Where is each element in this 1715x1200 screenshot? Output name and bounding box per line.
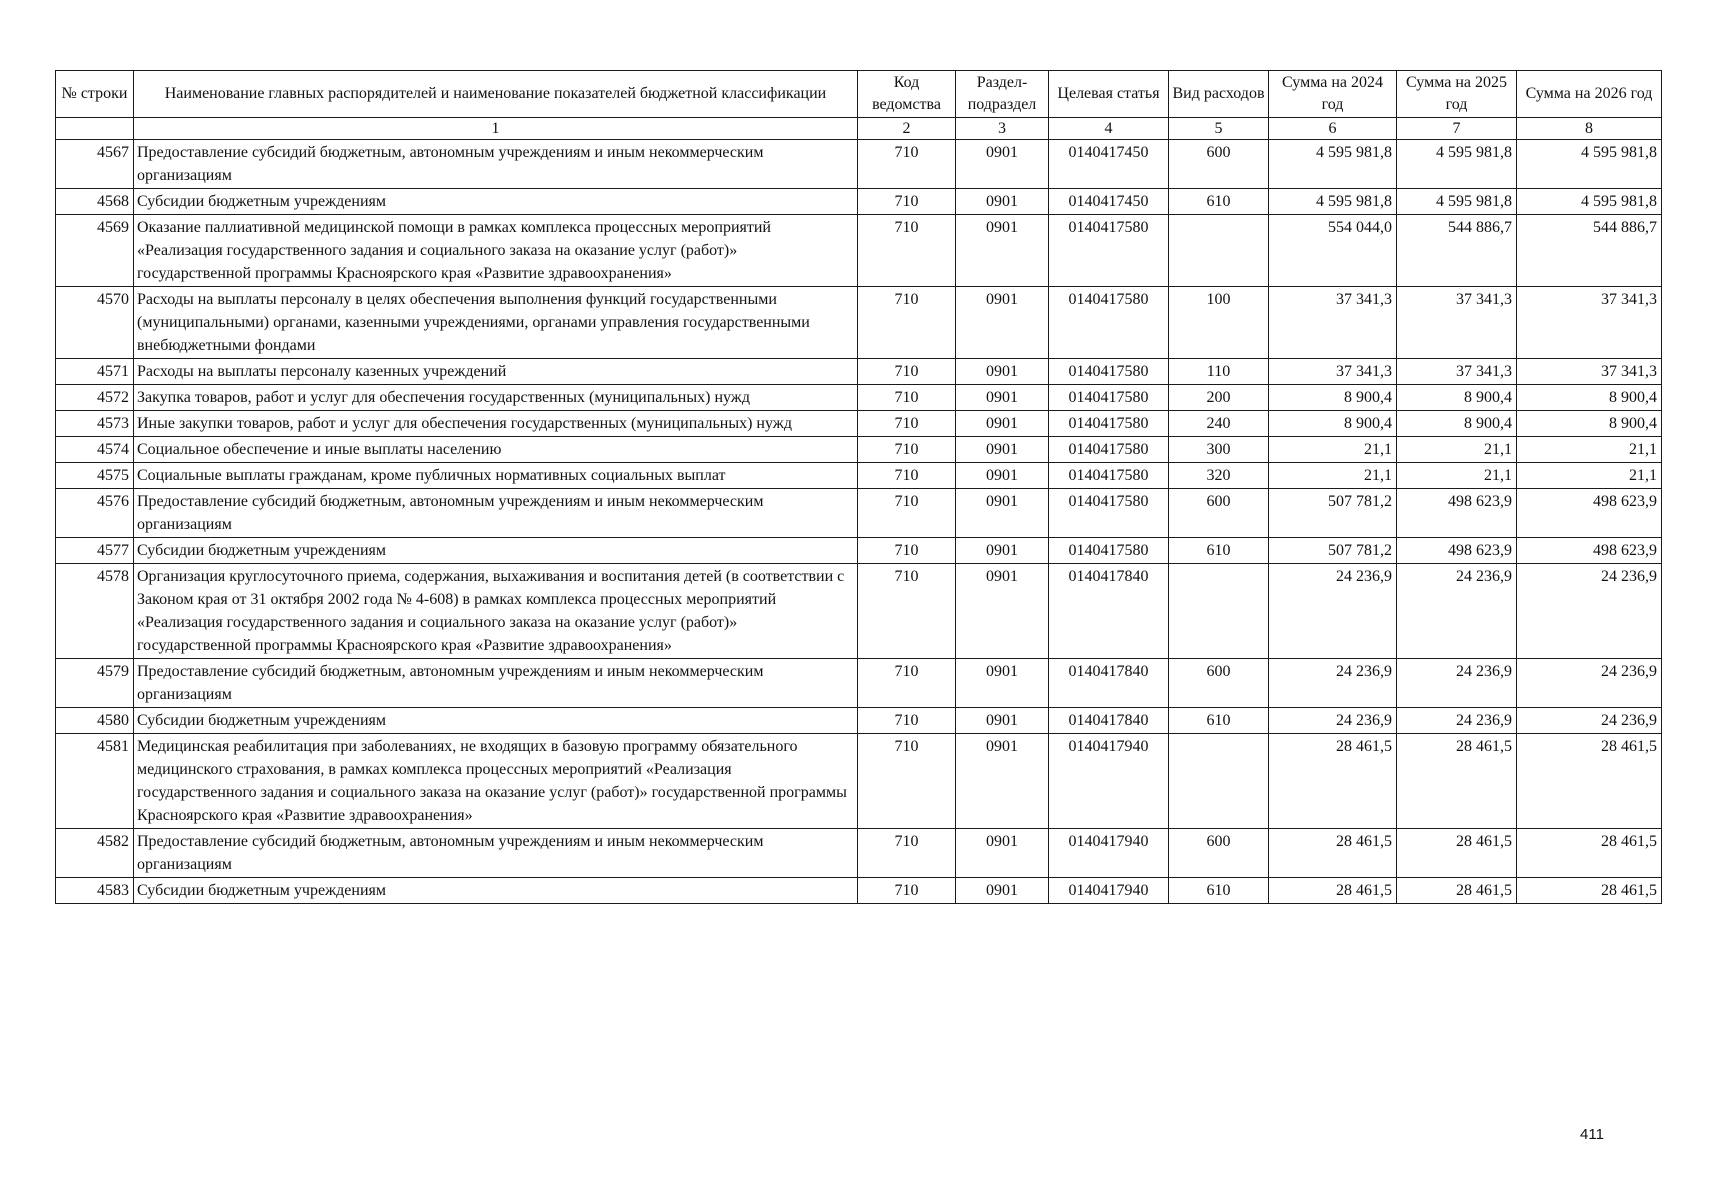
expense-type: 110 (1169, 359, 1269, 385)
section-code: 0901 (956, 463, 1049, 489)
sum-2024: 24 236,9 (1269, 564, 1397, 659)
sum-2025: 498 623,9 (1397, 538, 1517, 564)
target-article: 0140417580 (1049, 463, 1169, 489)
expense-type: 100 (1169, 287, 1269, 359)
expense-type: 610 (1169, 189, 1269, 215)
sum-2026: 8 900,4 (1517, 411, 1662, 437)
target-article: 0140417580 (1049, 359, 1169, 385)
row-number: 4576 (56, 489, 134, 538)
expense-type: 610 (1169, 538, 1269, 564)
sum-2026: 498 623,9 (1517, 538, 1662, 564)
header-sum-2024: Сумма на 2024 год (1269, 71, 1397, 118)
row-number: 4574 (56, 437, 134, 463)
sum-2024: 21,1 (1269, 437, 1397, 463)
department-code: 710 (858, 385, 956, 411)
section-code: 0901 (956, 215, 1049, 287)
sum-2025: 8 900,4 (1397, 385, 1517, 411)
department-code: 710 (858, 463, 956, 489)
department-code: 710 (858, 215, 956, 287)
header-expense-type: Вид расходов (1169, 71, 1269, 118)
sum-2024: 37 341,3 (1269, 287, 1397, 359)
row-name: Расходы на выплаты персоналу казенных учреждений (134, 359, 858, 385)
sum-2026: 37 341,3 (1517, 287, 1662, 359)
row-number: 4579 (56, 659, 134, 708)
department-code: 710 (858, 411, 956, 437)
row-name: Медицинская реабилитация при заболеваниях, не входящих в базовую программу обязательного медицинского страхования, в рамках комплекса процессных мероприятий «Реализация государственного задания и социального заказа на оказание услуг (работ)» государственной программы Красноярского края «Развитие здравоохранения» (134, 734, 858, 829)
department-code: 710 (858, 489, 956, 538)
table-row (56, 287, 1662, 359)
target-article: 0140417580 (1049, 538, 1169, 564)
row-name: Предоставление субсидий бюджетным, автономным учреждениям и иным некоммерческим организациям (134, 140, 858, 189)
expense-type: 200 (1169, 385, 1269, 411)
section-code: 0901 (956, 734, 1049, 829)
table-row (56, 538, 1662, 564)
expense-type: 600 (1169, 659, 1269, 708)
expense-type: 600 (1169, 140, 1269, 189)
sum-2024: 8 900,4 (1269, 411, 1397, 437)
table-row (56, 734, 1662, 829)
row-number: 4581 (56, 734, 134, 829)
sum-2025: 28 461,5 (1397, 878, 1517, 904)
row-number: 4575 (56, 463, 134, 489)
department-code: 710 (858, 708, 956, 734)
target-article: 0140417940 (1049, 734, 1169, 829)
table-row (56, 463, 1662, 489)
sum-2026: 24 236,9 (1517, 659, 1662, 708)
row-number: 4577 (56, 538, 134, 564)
target-article: 0140417840 (1049, 564, 1169, 659)
row-number: 4580 (56, 708, 134, 734)
target-article: 0140417580 (1049, 287, 1169, 359)
table-row (56, 437, 1662, 463)
sum-2025: 24 236,9 (1397, 708, 1517, 734)
sum-2025: 28 461,5 (1397, 829, 1517, 878)
department-code: 710 (858, 829, 956, 878)
expense-type: 240 (1169, 411, 1269, 437)
row-name: Закупка товаров, работ и услуг для обеспечения государственных (муниципальных) нужд (134, 385, 858, 411)
column-index: 7 (1397, 118, 1517, 140)
header-row (56, 71, 1662, 118)
department-code: 710 (858, 287, 956, 359)
sum-2025: 24 236,9 (1397, 564, 1517, 659)
sum-2025: 4 595 981,8 (1397, 140, 1517, 189)
column-index: 8 (1517, 118, 1662, 140)
section-code: 0901 (956, 287, 1049, 359)
target-article: 0140417580 (1049, 411, 1169, 437)
table-row (56, 359, 1662, 385)
target-article: 0140417840 (1049, 659, 1169, 708)
section-code: 0901 (956, 659, 1049, 708)
target-article: 0140417450 (1049, 140, 1169, 189)
header-department-code: Код ведомства (858, 71, 956, 118)
expense-type (1169, 215, 1269, 287)
expense-type: 600 (1169, 829, 1269, 878)
sum-2026: 24 236,9 (1517, 708, 1662, 734)
sum-2024: 8 900,4 (1269, 385, 1397, 411)
sum-2024: 507 781,2 (1269, 489, 1397, 538)
row-name: Иные закупки товаров, работ и услуг для обеспечения государственных (муниципальных) нужд (134, 411, 858, 437)
table-row (56, 878, 1662, 904)
department-code: 710 (858, 659, 956, 708)
department-code: 710 (858, 734, 956, 829)
section-code: 0901 (956, 359, 1049, 385)
column-index: 2 (858, 118, 956, 140)
column-index (56, 118, 134, 140)
sum-2026: 28 461,5 (1517, 829, 1662, 878)
section-code: 0901 (956, 411, 1049, 437)
section-code: 0901 (956, 489, 1049, 538)
expense-type: 610 (1169, 878, 1269, 904)
section-code: 0901 (956, 189, 1049, 215)
sum-2026: 21,1 (1517, 437, 1662, 463)
target-article: 0140417940 (1049, 878, 1169, 904)
section-code: 0901 (956, 878, 1049, 904)
sum-2024: 4 595 981,8 (1269, 189, 1397, 215)
expense-type: 610 (1169, 708, 1269, 734)
header-target-article: Целевая статья (1049, 71, 1169, 118)
row-name: Социальные выплаты гражданам, кроме публичных нормативных социальных выплат (134, 463, 858, 489)
target-article: 0140417580 (1049, 437, 1169, 463)
row-name: Субсидии бюджетным учреждениям (134, 708, 858, 734)
column-index: 1 (134, 118, 858, 140)
row-number: 4572 (56, 385, 134, 411)
table-row (56, 385, 1662, 411)
sum-2025: 21,1 (1397, 463, 1517, 489)
column-index: 3 (956, 118, 1049, 140)
table-row (56, 215, 1662, 287)
table-row (56, 189, 1662, 215)
target-article: 0140417840 (1049, 708, 1169, 734)
target-article: 0140417450 (1049, 189, 1169, 215)
sum-2024: 554 044,0 (1269, 215, 1397, 287)
sum-2025: 8 900,4 (1397, 411, 1517, 437)
page-number: 411 (1580, 1126, 1604, 1143)
department-code: 710 (858, 189, 956, 215)
section-code: 0901 (956, 829, 1049, 878)
budget-table (55, 70, 1662, 904)
target-article: 0140417580 (1049, 489, 1169, 538)
header-sum-2026: Сумма на 2026 год (1517, 71, 1662, 118)
table-row (56, 489, 1662, 538)
table-row (56, 564, 1662, 659)
row-name: Оказание паллиативной медицинской помощи в рамках комплекса процессных мероприятий «Реализация государственного задания и социального заказа на оказание услуг (работ)» государственной программы Красноярского края «Развитие здравоохранения» (134, 215, 858, 287)
table-row (56, 829, 1662, 878)
section-code: 0901 (956, 140, 1049, 189)
sum-2026: 8 900,4 (1517, 385, 1662, 411)
sum-2024: 4 595 981,8 (1269, 140, 1397, 189)
section-code: 0901 (956, 708, 1049, 734)
sum-2024: 24 236,9 (1269, 659, 1397, 708)
row-number: 4583 (56, 878, 134, 904)
sum-2026: 544 886,7 (1517, 215, 1662, 287)
column-index: 4 (1049, 118, 1169, 140)
sum-2024: 28 461,5 (1269, 878, 1397, 904)
sum-2026: 28 461,5 (1517, 734, 1662, 829)
sum-2024: 28 461,5 (1269, 829, 1397, 878)
section-code: 0901 (956, 437, 1049, 463)
column-index: 6 (1269, 118, 1397, 140)
sum-2025: 37 341,3 (1397, 359, 1517, 385)
expense-type (1169, 564, 1269, 659)
sum-2025: 37 341,3 (1397, 287, 1517, 359)
sum-2026: 498 623,9 (1517, 489, 1662, 538)
row-number: 4573 (56, 411, 134, 437)
section-code: 0901 (956, 385, 1049, 411)
table-row (56, 659, 1662, 708)
sum-2026: 4 595 981,8 (1517, 140, 1662, 189)
department-code: 710 (858, 140, 956, 189)
sum-2026: 28 461,5 (1517, 878, 1662, 904)
sum-2024: 37 341,3 (1269, 359, 1397, 385)
row-number: 4571 (56, 359, 134, 385)
expense-type: 600 (1169, 489, 1269, 538)
row-name: Субсидии бюджетным учреждениям (134, 878, 858, 904)
row-number: 4582 (56, 829, 134, 878)
row-name: Предоставление субсидий бюджетным, автономным учреждениям и иным некоммерческим организациям (134, 829, 858, 878)
column-index-row (56, 118, 1662, 140)
header-row-number: № строки (56, 71, 134, 118)
department-code: 710 (858, 359, 956, 385)
sum-2024: 24 236,9 (1269, 708, 1397, 734)
sum-2026: 37 341,3 (1517, 359, 1662, 385)
department-code: 710 (858, 878, 956, 904)
row-number: 4568 (56, 189, 134, 215)
row-name: Расходы на выплаты персоналу в целях обеспечения выполнения функций государственными (муниципальными) органами, казенными учреждениями, органами управления государственными внебюджетными фондами (134, 287, 858, 359)
table-row (56, 411, 1662, 437)
header-sum-2025: Сумма на 2025 год (1397, 71, 1517, 118)
department-code: 710 (858, 564, 956, 659)
sum-2025: 4 595 981,8 (1397, 189, 1517, 215)
section-code: 0901 (956, 564, 1049, 659)
row-name: Организация круглосуточного приема, содержания, выхаживания и воспитания детей (в соответствии с Законом края от 31 октября 2002 года № 4-608) в рамках комплекса процессных мероприятий «Реализация государственного задания и социального заказа на оказание услуг (работ)» государственной программы Красноярского края «Развитие здравоохранения» (134, 564, 858, 659)
department-code: 710 (858, 437, 956, 463)
table-row (56, 708, 1662, 734)
column-index: 5 (1169, 118, 1269, 140)
sum-2025: 498 623,9 (1397, 489, 1517, 538)
row-name: Предоставление субсидий бюджетным, автономным учреждениям и иным некоммерческим организациям (134, 659, 858, 708)
header-name: Наименование главных распорядителей и наименование показателей бюджетной классификации (134, 71, 858, 118)
row-name: Социальное обеспечение и иные выплаты населению (134, 437, 858, 463)
sum-2025: 544 886,7 (1397, 215, 1517, 287)
department-code: 710 (858, 538, 956, 564)
expense-type: 300 (1169, 437, 1269, 463)
section-code: 0901 (956, 538, 1049, 564)
expense-type: 320 (1169, 463, 1269, 489)
expense-type (1169, 734, 1269, 829)
row-name: Субсидии бюджетным учреждениям (134, 538, 858, 564)
sum-2024: 28 461,5 (1269, 734, 1397, 829)
sum-2026: 4 595 981,8 (1517, 189, 1662, 215)
target-article: 0140417580 (1049, 385, 1169, 411)
row-number: 4570 (56, 287, 134, 359)
row-name: Предоставление субсидий бюджетным, автономным учреждениям и иным некоммерческим организациям (134, 489, 858, 538)
sum-2024: 507 781,2 (1269, 538, 1397, 564)
sum-2024: 21,1 (1269, 463, 1397, 489)
target-article: 0140417940 (1049, 829, 1169, 878)
sum-2026: 24 236,9 (1517, 564, 1662, 659)
row-number: 4578 (56, 564, 134, 659)
table-row (56, 140, 1662, 189)
sum-2025: 28 461,5 (1397, 734, 1517, 829)
row-number: 4567 (56, 140, 134, 189)
row-number: 4569 (56, 215, 134, 287)
sum-2025: 24 236,9 (1397, 659, 1517, 708)
header-section: Раздел-подраздел (956, 71, 1049, 118)
sum-2025: 21,1 (1397, 437, 1517, 463)
sum-2026: 21,1 (1517, 463, 1662, 489)
target-article: 0140417580 (1049, 215, 1169, 287)
row-name: Субсидии бюджетным учреждениям (134, 189, 858, 215)
